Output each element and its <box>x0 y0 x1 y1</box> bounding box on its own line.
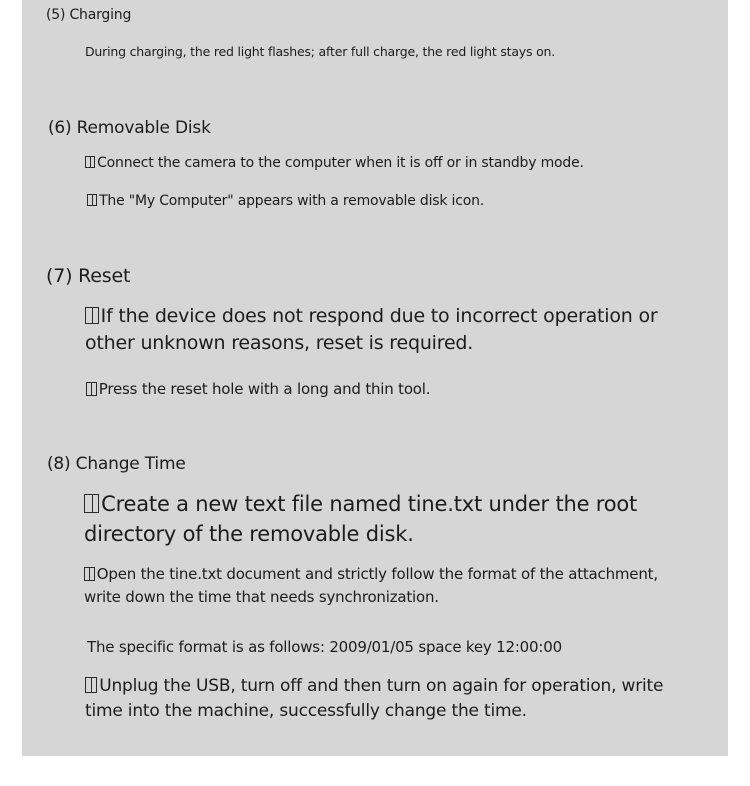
change-time-format-note: The specific format is as follows: 2009/01/05 space key 12:00:00 <box>87 638 562 656</box>
change-time-item-3: Unplug the USB, turn off and then turn on again for operation, write time into the machine, successfully change the time. <box>85 676 664 721</box>
reset-item-1: If the device does not respond due to incorrect operation or other unknown reasons, reset is required. <box>85 305 658 354</box>
missing-glyph-icon <box>85 156 95 169</box>
change-time-item-1: Create a new text file named tine.txt under the root directory of the removable disk. <box>84 492 638 546</box>
missing-glyph-icon <box>84 494 99 513</box>
change-time-item-2: Open the tine.txt document and strictly follow the format of the attachment, write down the time that needs synchronization. <box>84 565 658 606</box>
removable-disk-item-2: The "My Computer" appears with a removable disk icon. <box>87 193 484 209</box>
missing-glyph-icon <box>87 194 97 207</box>
removable-disk-heading: (6) Removable Disk <box>48 118 211 138</box>
missing-glyph-icon <box>85 677 97 692</box>
missing-glyph-icon <box>85 307 99 324</box>
reset-item-2: Press the reset hole with a long and thin tool. <box>86 380 430 398</box>
missing-glyph-icon <box>84 567 95 581</box>
charging-description: During charging, the red light flashes; after full charge, the red light stays on. <box>85 44 556 59</box>
change-time-heading: (8) Change Time <box>47 454 186 474</box>
missing-glyph-icon <box>86 382 97 396</box>
charging-heading: (5) Charging <box>46 7 132 23</box>
reset-heading: (7) Reset <box>46 265 131 287</box>
removable-disk-item-1: Connect the camera to the computer when it is off or in standby mode. <box>85 155 584 171</box>
